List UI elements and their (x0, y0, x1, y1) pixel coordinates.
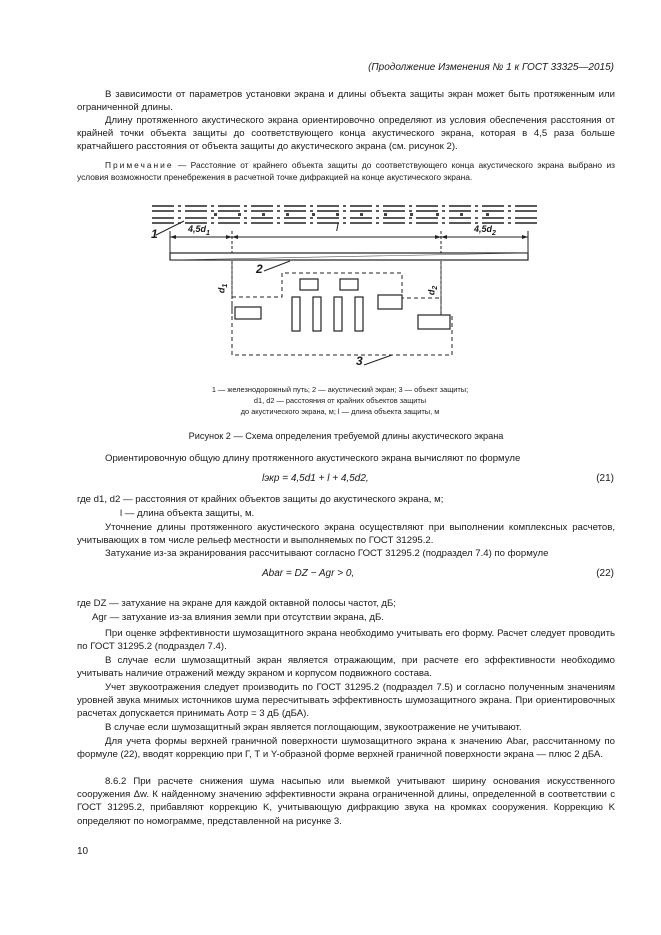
buildings (235, 279, 450, 331)
note-label: Примечание (105, 160, 174, 170)
formula-22: Abar = DZ − Agr > 0, (262, 568, 355, 579)
paragraph-9: В случае если шумозащитный экран является поглощающим, звукоотражение не учитывают. (105, 722, 522, 733)
page-number: 10 (77, 846, 89, 857)
d1-label: $d_1$ (216, 283, 230, 294)
paragraph-1: В зависимости от параметров установки экрана и длины объекта защиты экран может быть протяженным или ограниченной длины. (77, 89, 615, 114)
figure-label-2: 2 (256, 262, 263, 276)
figure-legend-line-1: 1 — железнодорожный путь; 2 — акустический экран; 3 — объект защиты; (211, 385, 469, 394)
paragraph-6: При оценке эффективности шумозащитного экрана необходимо учитывать его форму. Расчет следует проводить по ГОСТ 31295.2 (подраздел 7.4). (77, 628, 615, 653)
formula-22-number: (22) (596, 568, 614, 579)
formula-22-where-2: Agr — затухание из-за влияния земли при отсутствии экрана, дБ. (92, 612, 384, 623)
formula-22-where-1: где DZ — затухание на экране для каждой октавной полосы частот, дБ; (77, 598, 396, 609)
paragraph-8: Учет звукоотражения следует производить по ГОСТ 31295.2 (подраздел 7.5) и согласно полученным значениям уровней звука мнимых источников шума пересчитывать эффективность шумозащитного экрана. При ориентировочных расчетах допускается принимать Aотр = 3 дБ (дБА). (77, 682, 615, 720)
formula-21: lэкр = 4,5d1 + l + 4,5d2, (262, 473, 369, 484)
paragraph-4: Уточнение длины протяженного акустического экрана осуществляют при выполнении комплексных расчетов, учитывающих в том числе рельеф местности и выполняемых по ГОСТ 31295.2. (77, 522, 615, 547)
figure-label-3: 3 (356, 354, 363, 368)
paragraph-3: Ориентировочную общую длину протяженного акустического экрана вычисляют по формуле (105, 453, 521, 464)
paragraph-7: В случае если шумозащитный экран является отражающим, при расчете его эффективности необходимо учитывать наличие отражений между экраном и корпусом подвижного состава. (77, 655, 615, 680)
figure-caption: Рисунок 2 — Схема определения требуемой длины акустического экрана (188, 431, 504, 441)
running-header: (Продолжение Изменения № 1 к ГОСТ 33325—2015) (368, 62, 614, 73)
paragraph-11: 8.6.2 При расчете снижения шума насыпью или выемкой учитывают ширину основания искусственного сооружения Δw. К найденному значению эффективности экрана ограниченной длины, определенной в соответствии с ГОСТ 31295.2, прибавляют коррекцию K, учитывающую дифракцию звука на кромках сооружения. Коррекцию K определяют по номограмме, представленной на рисунке 3. (77, 776, 615, 827)
figure-2-diagram (140, 195, 550, 375)
formula-21-where-2: l — длина объекта защиты, м. (120, 508, 255, 519)
formula-21-number: (21) (596, 473, 614, 484)
paragraph-2: Длину протяженного акустического экрана ориентировочно определяют из условия обеспечения расстояния от крайней точки объекта защиты до соответствующего конца акустического экрана, которая в 4,5 раза больше кратчайшего расстояния от объекта защиты до акустического экрана (см. рисунок 2). (77, 115, 615, 153)
note-text: — Расстояние от крайнего объекта защиты до соответствующего конца акустического экрана выбрано из условия возможности пренебрежения в расчетной точке дифракцией на конце акустического экрана. (77, 160, 615, 182)
dim-mid-label: l (336, 222, 339, 234)
railway-track (152, 206, 540, 223)
figure-legend-line-3: до акустического экрана, м; l — длина объекта защиты, м (240, 407, 440, 416)
dim-right-label: $4,5d_2$ (474, 224, 496, 237)
d2-label: $d_2$ (426, 285, 440, 296)
leader-3 (364, 355, 392, 365)
paragraph-10: Для учета формы верхней граничной поверхности шумозащитного экрана к значению Abar, рассчитанному по формуле (22), вводят коррекцию при Г, Т и Y-образной форме верхней граничной поверхности экрана — плюс 2 дБА. (77, 736, 615, 761)
formula-21-where-1: где d1, d2 — расстояния от крайних объектов защиты до акустического экрана, м; (77, 494, 444, 505)
dimension-line (170, 231, 528, 320)
track-markers (214, 213, 489, 216)
figure-legend-line-2: d1, d2 — расстояния от крайних объектов защиты (253, 396, 427, 405)
leader-2 (264, 261, 290, 271)
paragraph-5: Затухание из-за экранирования рассчитывают согласно ГОСТ 31295.2 (подраздел 7.4) по формуле (105, 548, 549, 559)
dim-left-label: $4,5d_1$ (188, 224, 210, 237)
figure-label-1: 1 (151, 227, 158, 241)
note (77, 159, 615, 183)
